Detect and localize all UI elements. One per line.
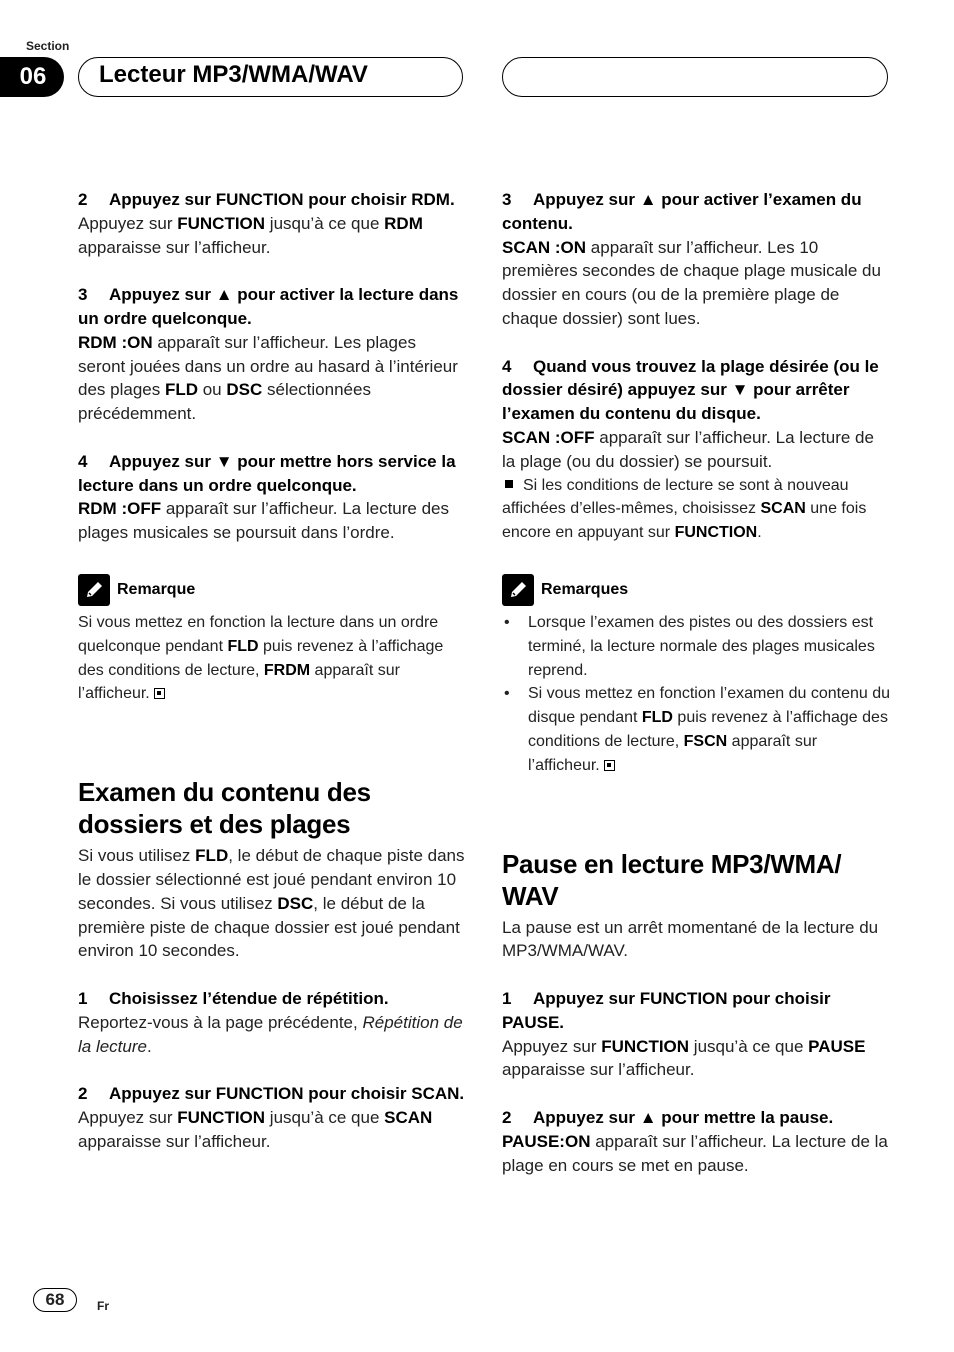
list-item: • Si vous mettez en fonction l’examen du contenu du disque pendant FLD puis revenez à l’affichage des conditions de lecture, FSCN apparaît sur l’afficheur. bbox=[504, 685, 890, 774]
end-mark-icon bbox=[154, 688, 165, 699]
right-column bbox=[502, 188, 890, 1177]
step-heading: 1 Choisissez l’étendue de répétition. bbox=[78, 988, 389, 1008]
step-heading: 2 Appuyez sur FUNCTION pour choisir RDM. bbox=[78, 190, 455, 209]
step-body: Appuyez sur FUNCTION jusqu’à ce que RDM apparaisse sur l’afficheur. bbox=[78, 213, 423, 257]
paragraph: Si vous utilisez FLD, le début de chaque piste dans le dossier sélectionné est joué pendant environ 10 secondes. Si vous utilisez DSC, le début de la première piste de chaque dossier est joué pendant environ 10 secondes. bbox=[78, 846, 465, 961]
note-heading: Remarque bbox=[78, 573, 466, 607]
paragraph: La pause est un arrêt momentané de la lecture du MP3/WMA/WAV. bbox=[502, 917, 879, 961]
step-body: RDM :ON apparaît sur l’afficheur. Les plages seront jouées dans un ordre au hasard à l’intérieur des plages FLD ou DSC sélectionnées précédemment. bbox=[78, 332, 458, 424]
section-number-badge: 06 bbox=[0, 57, 64, 97]
step-body: Appuyez sur FUNCTION jusqu’à ce que SCAN apparaisse sur l’afficheur. bbox=[78, 1107, 433, 1151]
header-blank-box bbox=[502, 57, 888, 97]
step-note: Si les conditions de lecture se sont à nouveau affichées d’elles-mêmes, choisissez SCAN une fois encore en appuyant sur FUNCTION. bbox=[502, 476, 867, 542]
pencil-note-icon bbox=[502, 574, 534, 606]
step-body: PAUSE:ON apparaît sur l’afficheur. La lecture de la plage en cours se met en pause. bbox=[502, 1131, 888, 1175]
language-code: Fr bbox=[97, 1299, 109, 1313]
step-heading: 3 Appuyez sur ▲ pour activer l’examen du contenu. bbox=[502, 190, 862, 233]
step-body: Appuyez sur FUNCTION jusqu’à ce que PAUSE apparaisse sur l’afficheur. bbox=[502, 1036, 866, 1080]
step-heading: 2 Appuyez sur ▲ pour mettre la pause. bbox=[502, 1107, 834, 1127]
square-bullet-icon bbox=[505, 480, 513, 488]
step-body: SCAN :ON apparaît sur l’afficheur. Les 10 premières secondes de chaque plage musicale du dossier en cours (ou de la première plage de chaque dossier) sont lues. bbox=[502, 237, 881, 328]
pencil-note-icon bbox=[78, 574, 110, 606]
step-heading: 1 Appuyez sur FUNCTION pour choisir PAUSE. bbox=[502, 988, 831, 1032]
list-item: • Lorsque l’examen des pistes ou des dossiers est terminé, la lecture normale des plages musicales reprend. bbox=[504, 613, 875, 679]
section-title: Lecteur MP3/WMA/WAV bbox=[99, 61, 368, 88]
step-body: SCAN :OFF apparaît sur l’afficheur. La lecture de la plage (ou du dossier) se poursuit. bbox=[502, 427, 874, 471]
step-heading: 4 Appuyez sur ▼ pour mettre hors service la lecture dans un ordre quelconque. bbox=[78, 451, 456, 495]
end-mark-icon bbox=[604, 760, 615, 771]
step-body: Reportez-vous à la page précédente, Répétition de la lecture. bbox=[78, 1012, 463, 1056]
section-heading: Pause en lecture MP3/WMA/ WAV bbox=[502, 848, 842, 911]
step-heading: 3 Appuyez sur ▲ pour activer la lecture dans un ordre quelconque. bbox=[78, 285, 459, 328]
step-heading: 2 Appuyez sur FUNCTION pour choisir SCAN. bbox=[78, 1084, 465, 1104]
notes-heading: Remarques bbox=[502, 573, 890, 607]
section-heading: Examen du contenu des dossiers et des plages bbox=[78, 777, 371, 840]
left-column bbox=[78, 188, 466, 1154]
section-title-box bbox=[78, 57, 463, 97]
section-label: Section bbox=[26, 39, 70, 53]
note-text: Si vous mettez en fonction la lecture dans un ordre quelconque pendant FLD puis revenez à l’affichage des conditions de lecture, FRDM apparaît sur l’afficheur. bbox=[78, 613, 444, 703]
step-body: RDM :OFF apparaît sur l’afficheur. La lecture des plages musicales se poursuit dans l’ordre. bbox=[78, 499, 450, 543]
page-number: 68 bbox=[33, 1288, 77, 1312]
step-heading: 4 Quand vous trouvez la plage désirée (ou le dossier désiré) appuyez sur ▼ pour arrêter l’examen du contenu du disque. bbox=[502, 356, 879, 424]
